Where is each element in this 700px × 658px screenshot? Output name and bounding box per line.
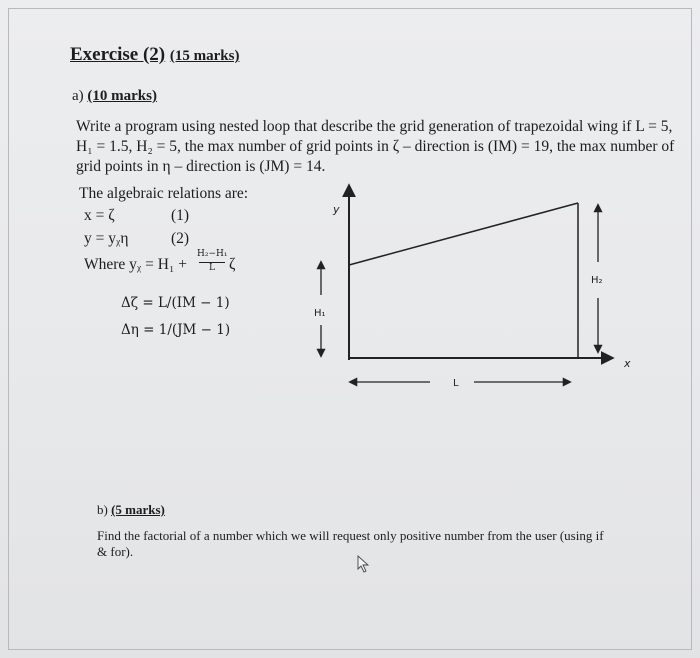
part-b-line-1: Find the factorial of a number which we will request only positive number from the user (using if xyxy=(97,528,604,543)
y-axis-label: y xyxy=(333,203,340,216)
fraction-tail: ζ xyxy=(229,256,236,273)
where-relation: Where yᵪ = H₁ + xyxy=(84,256,188,273)
equation-2-number: (2) xyxy=(171,230,190,247)
delta-zeta-formula: Δζ = L/(IM − 1) xyxy=(121,295,230,311)
fraction-denominator: L xyxy=(209,263,215,273)
part-a-label: a) xyxy=(72,88,84,104)
fraction-numerator: H₂−H₁ xyxy=(197,249,228,259)
part-b-label: b) xyxy=(97,502,108,517)
exercise-title-text: Exercise (2) xyxy=(70,44,166,65)
relations-heading: The algebraic relations are: xyxy=(79,185,249,202)
trapezoid-top-edge xyxy=(349,203,578,265)
exercise-marks: (15 marks) xyxy=(169,48,240,64)
part-a-line-3: grid points in η – direction is (JM) = 14. xyxy=(76,158,326,175)
h1-label: H₁ xyxy=(314,308,326,319)
part-b-line-2: & for). xyxy=(97,544,134,559)
part-a-line-1: Write a program using nested loop that describe the grid generation of trapezoidal wing if L = 5, xyxy=(76,118,673,135)
h2-label: H₂ xyxy=(591,275,603,286)
part-b-marks: (5 marks) xyxy=(111,502,165,517)
part-a-marks: (10 marks) xyxy=(87,88,157,104)
part-a-line-2: H₁ = 1.5, H₂ = 5, the max number of grid points in ζ – direction is (IM) = 19, the max number of xyxy=(76,138,675,155)
l-label: L xyxy=(453,378,459,389)
equation-1-number: (1) xyxy=(171,207,190,224)
equation-2: y = yᵪη xyxy=(84,230,129,247)
equation-1: x = ζ xyxy=(84,207,115,224)
part-b-heading xyxy=(97,502,165,518)
delta-eta-formula: Δη = 1/(JM − 1) xyxy=(121,322,231,338)
x-axis-label: x xyxy=(624,357,631,370)
part-b-description xyxy=(97,528,604,560)
